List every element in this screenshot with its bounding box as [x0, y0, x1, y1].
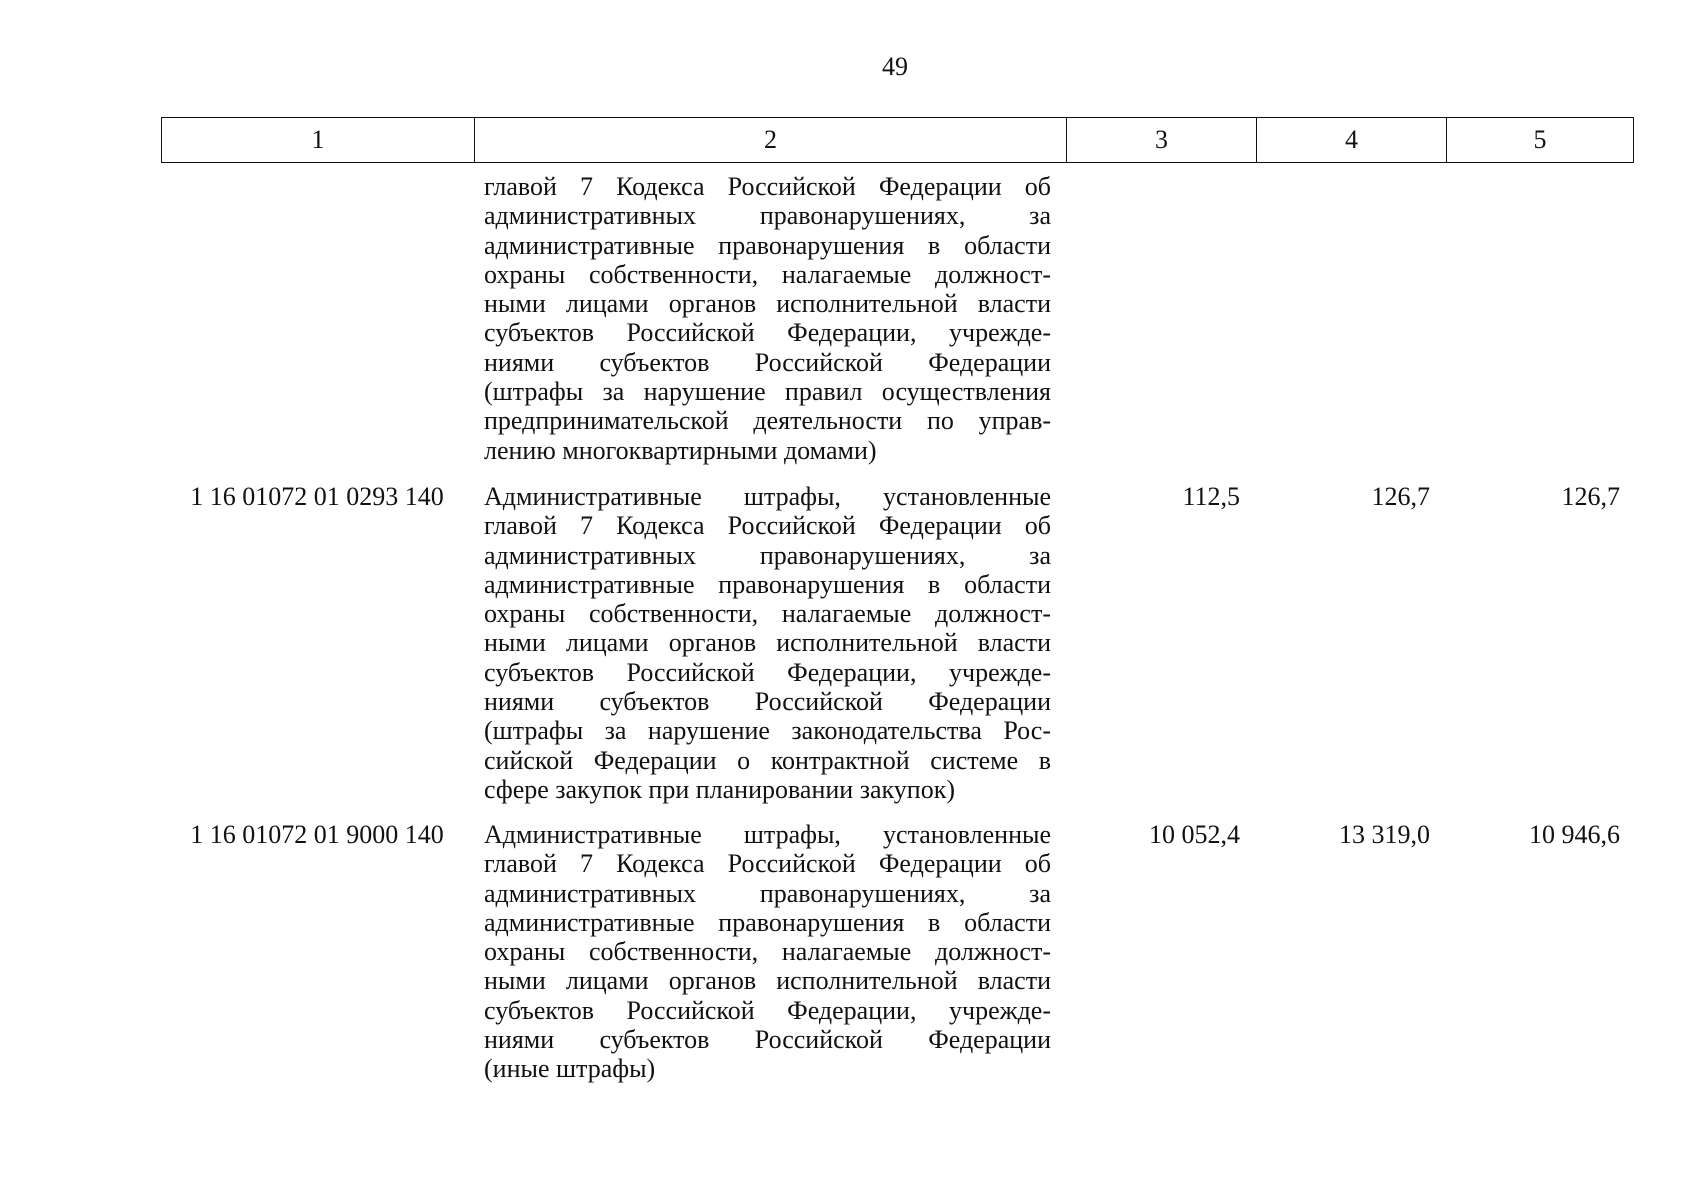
description-line: ными лицами органов исполнительной власти [484, 628, 1051, 658]
row-code: 1 16 01072 01 9000 140 [190, 820, 444, 849]
description-line: ными лицами органов исполнительной власти [484, 966, 1051, 996]
description-line: административные правонарушения в области [484, 569, 1051, 599]
description-line: субъектов Российской Федерации, учрежде- [484, 995, 1051, 1025]
description-line: Административные штрафы, установленные [484, 820, 1051, 849]
description-line: (штрафы за нарушение правил осуществления [484, 377, 1051, 407]
description-line: охраны собственности, налагаемые должност- [484, 937, 1051, 967]
description-line: субъектов Российской Федерации, учрежде- [484, 318, 1051, 348]
column-header-row [162, 118, 1634, 163]
description-line: субъектов Российской Федерации, учрежде- [484, 657, 1051, 687]
value-col-5: 126,7 [1561, 482, 1620, 511]
description-line: ными лицами органов исполнительной власти [484, 289, 1051, 319]
description-line: главой 7 Кодекса Российской Федерации об [484, 511, 1051, 541]
column-header-3: 3 [1067, 118, 1257, 163]
description-line: ниями субъектов Российской Федерации [484, 347, 1051, 377]
description-line: охраны собственности, налагаемые должност- [484, 599, 1051, 629]
description-line: главой 7 Кодекса Российской Федерации об [484, 849, 1051, 879]
row-description [484, 820, 1051, 1084]
row-description [484, 482, 1051, 804]
description-line: ниями субъектов Российской Федерации [484, 687, 1051, 717]
value-col-5: 10 946,6 [1529, 820, 1620, 849]
row-code: 1 16 01072 01 0293 140 [190, 482, 444, 511]
description-line: ниями субъектов Российской Федерации [484, 1025, 1051, 1055]
description-line: административных правонарушениях, за [484, 540, 1051, 570]
column-header-4: 4 [1257, 118, 1447, 163]
description-line: сийской Федерации о контрактной системе в [484, 745, 1051, 775]
value-col-3: 112,5 [1182, 482, 1240, 511]
column-header-table [161, 117, 1634, 163]
description-line: сфере закупок при планировании закупок) [484, 774, 955, 804]
description-line: административных правонарушениях, за [484, 878, 1051, 908]
description-line: (штрафы за нарушение законодательства Рос- [484, 716, 1051, 746]
description-line: Административные штрафы, установленные [484, 482, 1051, 511]
row-description [484, 172, 1051, 465]
description-line: предпринимательской деятельности по управ- [484, 406, 1051, 436]
value-col-4: 13 319,0 [1339, 820, 1430, 849]
column-header-5: 5 [1447, 118, 1634, 163]
description-line: лению многоквартирными домами) [484, 435, 877, 465]
description-line: административные правонарушения в области [484, 907, 1051, 937]
value-col-3: 10 052,4 [1149, 820, 1240, 849]
page-number: 49 [882, 52, 908, 81]
description-line: (иные штрафы) [484, 1054, 656, 1084]
column-header-2: 2 [475, 118, 1067, 163]
description-line: административные правонарушения в области [484, 230, 1051, 260]
description-line: главой 7 Кодекса Российской Федерации об [484, 172, 1051, 201]
value-col-4: 126,7 [1371, 482, 1430, 511]
description-line: охраны собственности, налагаемые должност- [484, 259, 1051, 289]
description-line: административных правонарушениях, за [484, 201, 1051, 231]
column-header-1: 1 [162, 118, 475, 163]
